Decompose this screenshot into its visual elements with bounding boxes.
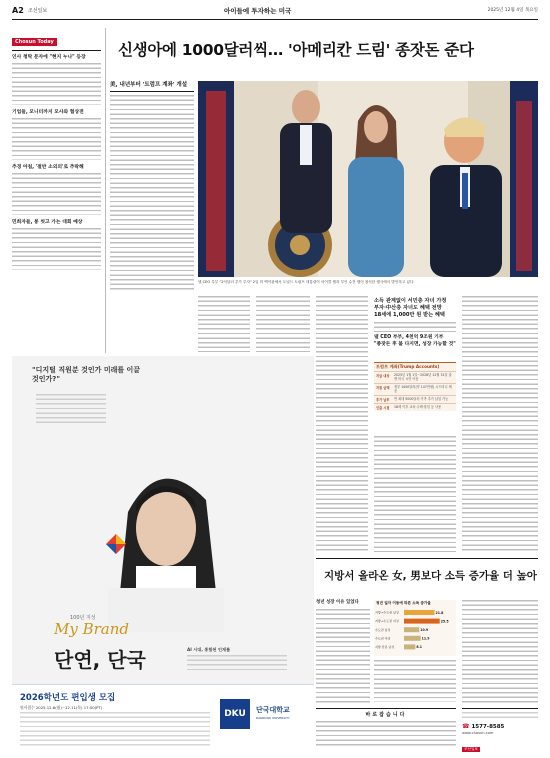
chart-bar bbox=[404, 627, 419, 632]
page-date: 2025년 12월 4일 목요일 bbox=[487, 8, 538, 13]
site-url[interactable]: www.chosun.com bbox=[462, 731, 494, 735]
news-photo bbox=[198, 81, 538, 277]
sidebar-item[interactable]: 추경 아침, '절반 소외의'로 추락해 bbox=[12, 165, 101, 215]
chart-value-label: 10.9 bbox=[420, 628, 429, 632]
sidebar-tag: Chosun Today bbox=[12, 38, 57, 46]
infobox-row: 인출 시점 18세 이후 교육·주택·창업 등 사용 bbox=[374, 403, 456, 411]
ad-admission[interactable]: 2026학년도 편입생 모집 bbox=[20, 693, 116, 703]
income-chart: 청년 일자 이동에 따른 소득 증가율 지방→수도권 남성 21.8 지방→수도권 여성 25.5 수도권 남성 10.9 수도권 여성 11.9 지방 잔류 남성 8.1 bbox=[374, 600, 456, 656]
story-kicker: 美, 내년부터 '트럼프 계좌' 개설 bbox=[110, 82, 188, 88]
sidebar-item[interactable]: 기업들, 모니터까지 모사와 협상전 bbox=[12, 110, 101, 160]
correction-box: 바로잡습니다 bbox=[316, 708, 456, 750]
phone-icon: ☎ bbox=[462, 723, 470, 730]
article-text bbox=[256, 296, 310, 352]
sidebar-item[interactable]: 민희자들, 봉 씻고 가는 대회 예상 bbox=[12, 220, 101, 270]
ad-caption: AI 시대, 통합된 인재를 bbox=[187, 647, 287, 671]
sub-headline-block: 소득 관계없이 서민층 자녀 가정 부자·中산층 자녀도 혜택 전망 18세에 1,000만 원 받는 혜택 델 CEO 부부, 4천억 9조원 기부 "종잣돈 후 불 다지면, 성장 가능할 것" bbox=[374, 298, 456, 347]
chart-section-headline: 지방서 올라온 女, 男보다 소득 증가율 더 높아 bbox=[324, 570, 537, 582]
page-header bbox=[12, 6, 538, 18]
chart-bar bbox=[404, 610, 435, 615]
article-text bbox=[316, 296, 368, 552]
ad-bottom-panel bbox=[12, 684, 314, 750]
sidebar-item[interactable]: 인사 청탁 문자에 "현지 누나" 등장 bbox=[12, 55, 101, 105]
article-text bbox=[374, 436, 456, 552]
article-text bbox=[198, 296, 250, 352]
university-ad bbox=[12, 356, 314, 750]
chart-bar bbox=[404, 619, 440, 624]
chart-bar bbox=[404, 636, 421, 641]
sidebar bbox=[12, 28, 101, 352]
masthead: 조선일보 bbox=[28, 8, 48, 14]
chart-category-label: 수도권 남성 bbox=[375, 627, 391, 632]
ad-contact: 원서접수 2025.12.8(월)~12.11(목) 17:00(PT) bbox=[20, 705, 103, 710]
chart-category-label: 지방→수도권 여성 bbox=[375, 619, 399, 624]
main-headline: 신생아에 1000달러씩… '아메리칸 드림' 종잣돈 준다 bbox=[118, 41, 474, 59]
chart-category-label: 수도권 여성 bbox=[375, 636, 391, 641]
article-text bbox=[462, 296, 538, 552]
photo-credit: AP 연합뉴스 bbox=[518, 271, 535, 275]
infobox-row: 지급 대상 2025년 1월 1일~2028년 12월 31일 출생 미국 시민 아동 bbox=[374, 371, 456, 383]
chart-value-label: 21.8 bbox=[435, 610, 444, 615]
ad-headline: 단연, 단국 bbox=[54, 648, 146, 672]
chart-value-label: 25.5 bbox=[440, 619, 449, 624]
header-rule bbox=[12, 19, 538, 20]
ad-script-title: My Brand bbox=[54, 620, 129, 638]
chart-sub-headline: 청년 성장 이유 있었다 bbox=[316, 600, 370, 705]
chart-plot bbox=[374, 607, 456, 655]
photo-illustration bbox=[198, 81, 538, 277]
sidebar-divider bbox=[105, 28, 106, 353]
article-text bbox=[462, 600, 538, 704]
ad-text bbox=[36, 394, 106, 424]
ad-school-en: DANKOOK UNIVERSITY bbox=[256, 716, 290, 720]
chart-category-label: 지방→수도권 남성 bbox=[375, 610, 399, 615]
page-number: A2 bbox=[12, 6, 24, 15]
photo-caption: 델 CEO 부부 "2억달러 추가 투자" 2일 미 백악관에서 도널드 트럼프 대통령이 마이클 델과 부인 수전 델이 참석한 행사에서 발언하고 있다. bbox=[198, 280, 415, 284]
ad-details bbox=[20, 712, 210, 746]
section-title: 아이들에 투자하는 미국 bbox=[224, 7, 292, 15]
article-text bbox=[374, 660, 456, 702]
article-text bbox=[110, 95, 194, 293]
dku-logo: DKU bbox=[220, 699, 250, 729]
subscription-ad[interactable]: ☎ 1577-8585 www.chosun.com 조선일보 bbox=[462, 708, 538, 750]
section-rule bbox=[316, 558, 538, 559]
ad-school: 단국대학교 bbox=[256, 706, 290, 714]
chart-bar bbox=[404, 644, 415, 649]
infobox-row: 추가 납부 연 최대 5000달러 가족 추가 납입 가능 bbox=[374, 395, 456, 403]
ad-portrait bbox=[60, 442, 268, 632]
chart-category-label: 지방 잔류 남성 bbox=[375, 645, 395, 649]
chart-value-label: 8.1 bbox=[416, 645, 422, 650]
brand-badge: 조선일보 bbox=[464, 747, 478, 751]
chart-value-label: 11.9 bbox=[421, 636, 430, 641]
infobox-row: 지원 금액 정부 1000달러(약 147만원) 시드머니 제공 bbox=[374, 383, 456, 395]
ad-tagline: "디지털 직원분 것인가 미래를 이끌 것인가?" bbox=[32, 366, 141, 383]
ad-year-label: 100년 지성 bbox=[70, 615, 96, 621]
trump-account-infobox: 트럼프 계좌(Trump Accounts) 지급 대상 2025년 1월 1일~2028년 12월 31일 출생 미국 시민 아동 지원 금액 정부 1000달러(약 147만원) 시드머니 제공 추가 납부 연 최대 5000달러 가족 추가 납입 가능 인출 시점 18세 이후 교육·주택·창업 등 사용 bbox=[374, 362, 456, 411]
